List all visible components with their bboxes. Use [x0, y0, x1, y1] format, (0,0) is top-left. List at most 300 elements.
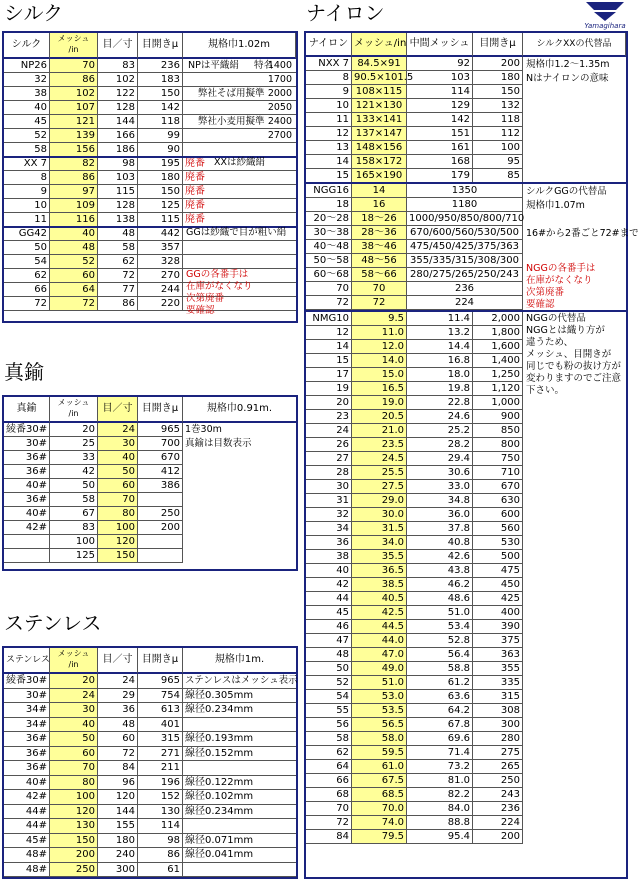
nmg-row-cell: 46.2: [407, 578, 473, 592]
silk-row-cell: 128: [98, 101, 138, 115]
ngg-row-cell: 18～26: [352, 212, 407, 226]
brass-row-cell: 36#: [4, 451, 50, 465]
company-logo: [582, 0, 628, 30]
nmg-row-cell: 67.8: [407, 718, 473, 732]
brass-title: 真鍮: [4, 360, 44, 384]
stainless-row-cell: 48: [98, 718, 138, 733]
nmg-row: [306, 438, 626, 452]
stainless-row-cell: 48#: [4, 863, 50, 878]
silk-row-cell: 270: [138, 269, 183, 283]
stainless-row-cell: 36#: [4, 761, 50, 776]
nmg-row: [306, 480, 626, 494]
brass-row: [4, 479, 296, 493]
header-cell: 規格巾0.91m.: [183, 397, 296, 423]
nmg-row-cell: 19.8: [407, 382, 473, 396]
nmg-row-cell: 84: [306, 830, 352, 844]
nmg-row-cell: 56: [306, 718, 352, 732]
stainless-row-cell: 144: [98, 805, 138, 820]
nmg-row-cell: NMG10: [306, 312, 352, 326]
nmg-row-cell: 20: [306, 396, 352, 410]
nmg-row-cell: 74.0: [352, 816, 407, 830]
nmg-row: [306, 662, 626, 676]
silk-row-cell: 45: [4, 115, 50, 129]
gg-warning-note: GGの各番手は: [186, 269, 249, 280]
nxx-row-cell: 133×141: [352, 113, 407, 127]
header-cell: 目開きμ: [138, 648, 183, 674]
stainless-row-cell: 線径0.305mm: [183, 689, 296, 704]
silk-row-cell: 109: [50, 199, 98, 213]
nmg-row-cell: 630: [473, 494, 523, 508]
silk-row-cell: 72: [98, 269, 138, 283]
stainless-row-cell: 120: [98, 790, 138, 805]
nmg-row-cell: 200: [473, 830, 523, 844]
nmg-row-cell: 40.8: [407, 536, 473, 550]
nmg-row-cell: 48.6: [407, 592, 473, 606]
nmg-row: [306, 550, 626, 564]
nmg-row-cell: 30: [306, 480, 352, 494]
nmg-row: [306, 704, 626, 718]
brass-row-cell: 125: [50, 549, 98, 563]
nmg-row: [306, 410, 626, 424]
nmg-note: NGGとは織り方が: [526, 325, 605, 336]
ngg-row-cell: 58～66: [352, 268, 407, 282]
nmg-row-cell: 23.5: [352, 438, 407, 452]
nmg-row-cell: 34.8: [407, 494, 473, 508]
nmg-row: [306, 592, 626, 606]
nxx-note: 規格巾1.2～1.35m: [526, 59, 610, 70]
nmg-row: [306, 760, 626, 774]
nmg-row-cell: 1,000: [473, 396, 523, 410]
brass-row: [4, 423, 296, 437]
nxx-row-cell: 12: [306, 127, 352, 141]
nmg-row-cell: 29.4: [407, 452, 473, 466]
nxx-row-cell: 85: [473, 169, 523, 183]
nmg-row-cell: 14.4: [407, 340, 473, 354]
nmg-row-cell: 33.0: [407, 480, 473, 494]
silk-row-cell: 139: [50, 129, 98, 143]
nmg-row-cell: 38.5: [352, 578, 407, 592]
nmg-row: [306, 732, 626, 746]
nxx-row-cell: 200: [473, 57, 523, 71]
gg-note: GGは紗織で目が粗い絹: [186, 227, 287, 238]
nmg-row-cell: 900: [473, 410, 523, 424]
spec-value: 2700: [267, 130, 292, 141]
nmg-row-cell: 48: [306, 648, 352, 662]
nxx-row-cell: 100: [473, 141, 523, 155]
nxx-row-cell: 165×190: [352, 169, 407, 183]
stainless-row-cell: 34#: [4, 703, 50, 718]
nxx-row-cell: 8: [306, 71, 352, 85]
silk-row-cell: 48: [50, 241, 98, 255]
nmg-row: [306, 578, 626, 592]
silk-row-cell: 50: [4, 241, 50, 255]
nmg-row-cell: 243: [473, 788, 523, 802]
nmg-row-cell: 500: [473, 550, 523, 564]
silk-row-cell: 118: [138, 115, 183, 129]
nmg-row-cell: 1,120: [473, 382, 523, 396]
header-cell: メッシュ /in: [50, 648, 98, 674]
nmg-row-cell: 34: [306, 522, 352, 536]
header-cell: 目開きμ: [473, 33, 523, 57]
brass-row-cell: 965: [138, 423, 183, 437]
stainless-row-cell: 36: [98, 703, 138, 718]
brass-row-cell: [138, 549, 183, 563]
nmg-row-cell: 19: [306, 382, 352, 396]
nmg-row-cell: 27.5: [352, 480, 407, 494]
nmg-row-cell: 25.5: [352, 466, 407, 480]
nmg-row-cell: 44.5: [352, 620, 407, 634]
nxx-row-cell: 13: [306, 141, 352, 155]
stainless-row: [4, 790, 296, 805]
silk-row-cell: 9: [4, 185, 50, 199]
nxx-row-cell: NXX 7: [306, 57, 352, 71]
stainless-row-cell: 180: [98, 834, 138, 849]
nmg-row-cell: 52.8: [407, 634, 473, 648]
nmg-row-cell: 63.6: [407, 690, 473, 704]
stainless-row-cell: 152: [138, 790, 183, 805]
silk-row-cell: 58: [98, 241, 138, 255]
silk-row: [4, 143, 296, 157]
nmg-row-cell: 15.0: [352, 368, 407, 382]
ngg-row-cell: 1350: [407, 184, 523, 198]
brass-row-cell: 67: [50, 507, 98, 521]
nmg-row-cell: 280: [473, 732, 523, 746]
nmg-row-cell: 46: [306, 620, 352, 634]
nmg-note: メッシュ、目開きが: [526, 349, 612, 360]
stainless-row-cell: 線径0.071mm: [183, 834, 296, 849]
ngg-row-cell: 355/335/315/308/300: [407, 254, 523, 268]
brass-row-cell: 60: [98, 479, 138, 493]
nmg-row: [306, 746, 626, 760]
brass-row-cell: 70: [98, 493, 138, 507]
nmg-row-cell: 54: [306, 690, 352, 704]
nmg-row-cell: 44.0: [352, 634, 407, 648]
nmg-row: [306, 690, 626, 704]
ngg-row: [306, 212, 626, 226]
spec-value: 2000: [267, 88, 292, 99]
nmg-row-cell: 36.0: [407, 508, 473, 522]
nxx-row-cell: 150: [473, 85, 523, 99]
nmg-row-cell: 59.5: [352, 746, 407, 760]
nmg-row-cell: 36.5: [352, 564, 407, 578]
silk-row-cell: 86: [50, 171, 98, 185]
header-cell: 目／寸: [98, 648, 138, 674]
stainless-row-cell: 200: [50, 848, 98, 863]
ngg-row-cell: 280/275/265/250/243: [407, 268, 523, 282]
ngg-row-cell: 38～46: [352, 240, 407, 254]
silk-row-cell: 66: [4, 283, 50, 297]
nxx-row-cell: 103: [407, 71, 473, 85]
silk-row-cell: 62: [4, 269, 50, 283]
nxx-row: [306, 113, 626, 127]
nxx-row-cell: 9: [306, 85, 352, 99]
stainless-row: [4, 689, 296, 704]
nmg-row: [306, 676, 626, 690]
brass-row-cell: 50: [50, 479, 98, 493]
np-note: NPは平織絹: [188, 60, 239, 71]
ngg-row-cell: 60～68: [306, 268, 352, 282]
silk-title: シルク: [4, 1, 64, 25]
ngg-warning-note: 在庫がなくなり: [526, 275, 593, 286]
gg-warning-note: 要確認: [186, 305, 215, 316]
nxx-row-cell: 112: [473, 127, 523, 141]
nxx-row-cell: 132: [473, 99, 523, 113]
nxx-row: [306, 85, 626, 99]
nmg-row-cell: 69.6: [407, 732, 473, 746]
stainless-row-cell: 42#: [4, 790, 50, 805]
nmg-row-cell: 49.0: [352, 662, 407, 676]
nmg-row-cell: 710: [473, 466, 523, 480]
nmg-row-cell: 50: [306, 662, 352, 676]
nmg-row: [306, 466, 626, 480]
silk-row-cell: 40: [50, 227, 98, 241]
silk-row-cell: 236: [138, 59, 183, 73]
nmg-row-cell: 53.4: [407, 620, 473, 634]
silk-row-cell: 60: [50, 269, 98, 283]
stainless-row-cell: 48#: [4, 848, 50, 863]
nmg-row-cell: 670: [473, 480, 523, 494]
nmg-row-cell: 30.0: [352, 508, 407, 522]
nxx-row: [306, 141, 626, 155]
stainless-row-cell: 線径0.193mm: [183, 732, 296, 747]
nmg-row-cell: 12.0: [352, 340, 407, 354]
stainless-row-cell: 96: [98, 776, 138, 791]
stainless-row-cell: 40#: [4, 776, 50, 791]
nmg-row-cell: 82.2: [407, 788, 473, 802]
nmg-row-cell: 40.5: [352, 592, 407, 606]
silk-row-cell: 116: [50, 213, 98, 227]
nmg-row: [306, 396, 626, 410]
spec-value: 2400: [267, 116, 292, 127]
stainless-title: ステンレス: [4, 611, 102, 635]
stainless-row-cell: 130: [50, 819, 98, 834]
brass-note: 1巻30m: [185, 424, 222, 435]
nmg-row-cell: 750: [473, 452, 523, 466]
silk-row-cell: 52: [50, 255, 98, 269]
nmg-row: [306, 816, 626, 830]
nxx-row: [306, 155, 626, 169]
nmg-row: [306, 564, 626, 578]
nmg-row-cell: 236: [473, 802, 523, 816]
ngg-row-cell: 28～36: [352, 226, 407, 240]
silk-row-cell: 156: [50, 143, 98, 157]
ngg-row: [306, 240, 626, 254]
brass-row-cell: 25: [50, 437, 98, 451]
stainless-row-cell: 44#: [4, 805, 50, 820]
nxx-row-cell: 92: [407, 57, 473, 71]
nmg-row-cell: 224: [473, 816, 523, 830]
stainless-row-cell: 130: [138, 805, 183, 820]
ngg-row-cell: 30～38: [306, 226, 352, 240]
nxx-row-cell: 95: [473, 155, 523, 169]
silk-row-cell: 183: [138, 73, 183, 87]
nmg-row-cell: 19.0: [352, 396, 407, 410]
nmg-row-cell: 275: [473, 746, 523, 760]
header-cell: 目開きμ: [138, 33, 183, 59]
silk-row: [4, 101, 296, 115]
stainless-row-cell: 24: [98, 674, 138, 689]
brass-row-cell: 24: [98, 423, 138, 437]
nmg-row-cell: 12: [306, 326, 352, 340]
header-cell: ナイロン: [306, 33, 352, 57]
header-cell: ステンレス: [4, 648, 50, 674]
silk-row-cell: 廃番: [183, 157, 296, 171]
nmg-row-cell: 335: [473, 676, 523, 690]
table-header-row: [4, 648, 296, 674]
silk-row-cell: 122: [98, 87, 138, 101]
nmg-row-cell: 15: [306, 354, 352, 368]
nxx-row-cell: 90.5×101.5: [354, 72, 414, 83]
ngg-row-cell: 475/450/425/375/363: [407, 240, 523, 254]
nxx-row-cell: 84.5×91: [352, 57, 407, 71]
table-header-row: [4, 397, 296, 423]
silk-row-cell: 廃番: [183, 171, 296, 185]
stainless-row-cell: 綾番30#: [4, 674, 50, 689]
silk-row-cell: 107: [50, 101, 98, 115]
silk-row-cell: 98: [98, 157, 138, 171]
ngg-row-cell: 72: [352, 296, 407, 310]
nmg-row-cell: 24.5: [352, 452, 407, 466]
ngg-row-cell: 14: [352, 184, 407, 198]
nmg-row-cell: 37.8: [407, 522, 473, 536]
nmg-row-cell: 315: [473, 690, 523, 704]
stainless-row-cell: [183, 819, 296, 834]
nmg-row: [306, 508, 626, 522]
silk-row-cell: 48: [98, 227, 138, 241]
nmg-row-cell: 14: [306, 340, 352, 354]
nmg-row-cell: 88.8: [407, 816, 473, 830]
header-cell: シルクXXの代替品: [523, 33, 626, 57]
nmg-row-cell: 42: [306, 578, 352, 592]
nmg-note: 変わりますのでご注意: [526, 373, 622, 384]
stainless-row-cell: 24: [50, 689, 98, 704]
brass-row-cell: 100: [50, 535, 98, 549]
nxx-row-cell: 168: [407, 155, 473, 169]
spec-value: 2050: [267, 102, 292, 113]
silk-row-cell: 121: [50, 115, 98, 129]
silk-row-cell: 115: [98, 185, 138, 199]
brass-row: [4, 465, 296, 479]
stainless-row-cell: 84: [98, 761, 138, 776]
silk-row-cell: 138: [98, 213, 138, 227]
spec-label: 弊社そば用擬準: [198, 88, 265, 99]
nmg-row-cell: 71.4: [407, 746, 473, 760]
brass-row-cell: 58: [50, 493, 98, 507]
stainless-row: [4, 761, 296, 776]
nxx-row-cell: 179: [407, 169, 473, 183]
silk-row: [4, 255, 296, 269]
brass-row: [4, 549, 296, 563]
brass-row-cell: [138, 493, 183, 507]
silk-row: [4, 213, 296, 227]
silk-row-cell: 83: [98, 59, 138, 73]
nxx-row-cell: 148×156: [352, 141, 407, 155]
stainless-row-cell: 315: [138, 732, 183, 747]
stainless-row-cell: 50: [50, 732, 98, 747]
nxx-row-cell: 129: [407, 99, 473, 113]
ngg-warning-note: 要確認: [526, 299, 555, 310]
nmg-row-cell: 62: [306, 746, 352, 760]
stainless-row-cell: 80: [50, 776, 98, 791]
nmg-row-cell: 81.0: [407, 774, 473, 788]
nmg-row: [306, 648, 626, 662]
stainless-row-cell: 240: [98, 848, 138, 863]
nmg-row-cell: 52: [306, 676, 352, 690]
ngg-row-cell: 70: [306, 282, 352, 296]
nmg-row-cell: 42.5: [352, 606, 407, 620]
nmg-row-cell: 67.5: [352, 774, 407, 788]
brass-row-cell: 40: [98, 451, 138, 465]
nxx-row-cell: 108×115: [352, 85, 407, 99]
silk-row-cell: 150: [138, 185, 183, 199]
nmg-row-cell: 250: [473, 774, 523, 788]
nxx-row-cell: 142: [407, 113, 473, 127]
nmg-row-cell: 28: [306, 466, 352, 480]
brass-row-cell: 42#: [4, 521, 50, 535]
nmg-row-cell: 11.4: [407, 312, 473, 326]
nmg-row-cell: 40: [306, 564, 352, 578]
nmg-row-cell: 14.0: [352, 354, 407, 368]
silk-row-cell: 40: [4, 101, 50, 115]
nmg-row-cell: 58.8: [407, 662, 473, 676]
stainless-row-cell: 45#: [4, 834, 50, 849]
nxx-row-cell: 10: [306, 99, 352, 113]
header-cell: 規格巾1m.: [183, 648, 296, 674]
silk-row-cell: 86: [98, 297, 138, 311]
nmg-row-cell: 1,800: [473, 326, 523, 340]
silk-row-cell: 54: [4, 255, 50, 269]
nmg-row-cell: 61.0: [352, 760, 407, 774]
silk-table: [2, 31, 298, 323]
nmg-row-cell: 2,000: [473, 312, 523, 326]
nmg-row-cell: 47: [306, 634, 352, 648]
nmg-row-cell: 56.5: [352, 718, 407, 732]
brass-row: [4, 493, 296, 507]
stainless-row: [4, 776, 296, 791]
stainless-row-cell: 72: [98, 747, 138, 762]
stainless-row: [4, 805, 296, 820]
header-cell: メッシュ/in: [352, 33, 407, 57]
nmg-row: [306, 774, 626, 788]
silk-row-cell: 62: [98, 255, 138, 269]
silk-row-cell: 144: [98, 115, 138, 129]
nmg-row-cell: 64.2: [407, 704, 473, 718]
nmg-row-cell: 36: [306, 536, 352, 550]
silk-row: [4, 171, 296, 185]
brass-row: [4, 507, 296, 521]
nmg-row-cell: 300: [473, 718, 523, 732]
nmg-row-cell: 1,600: [473, 340, 523, 354]
nmg-row: [306, 452, 626, 466]
stainless-row: [4, 747, 296, 762]
ngg-row-cell: 50～58: [306, 254, 352, 268]
stainless-row: [4, 819, 296, 834]
brass-row-cell: 40#: [4, 479, 50, 493]
nmg-row-cell: 850: [473, 424, 523, 438]
nmg-row-cell: 44: [306, 592, 352, 606]
stainless-row-cell: 300: [98, 863, 138, 878]
stainless-row: [4, 703, 296, 718]
ngg-warning-note: 次第廃番: [526, 287, 565, 298]
stainless-table: [2, 646, 298, 879]
brass-row-cell: 33: [50, 451, 98, 465]
silk-row-cell: [183, 241, 296, 255]
nmg-row-cell: 355: [473, 662, 523, 676]
ngg-row-cell: 670/600/560/530/500: [407, 226, 523, 240]
nmg-row-cell: 17: [306, 368, 352, 382]
nmg-row-cell: 64: [306, 760, 352, 774]
silk-row-cell: 32: [4, 73, 50, 87]
